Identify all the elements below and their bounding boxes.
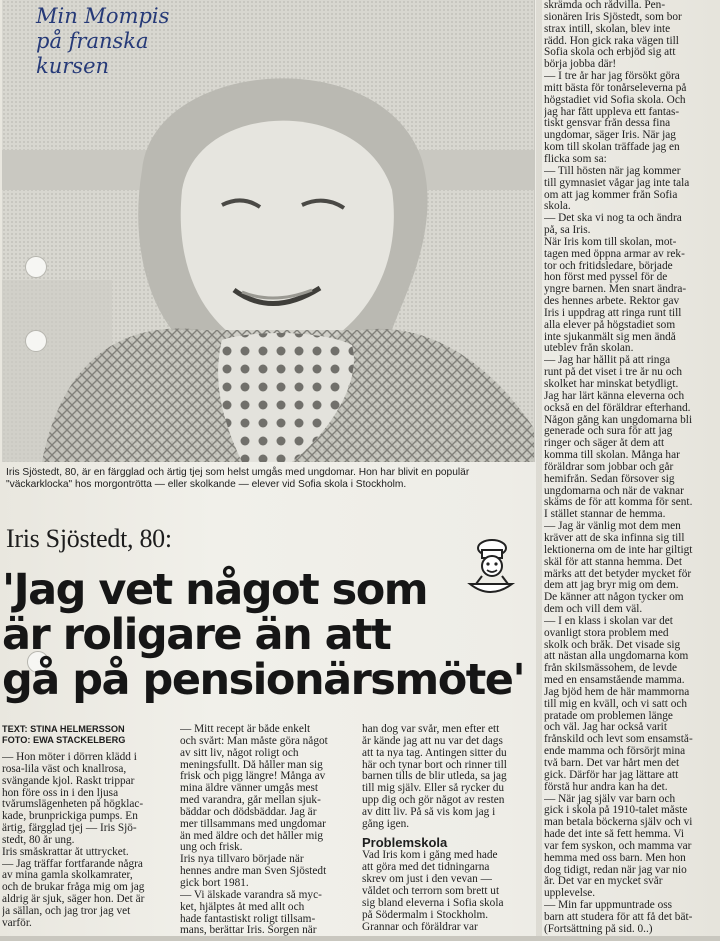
article-line: — Jag har hållit på att ringa: [544, 355, 671, 367]
article-line: generade och sura för att jag: [544, 426, 673, 438]
article-line: Vad Iris kom i gång med hade: [362, 850, 498, 862]
article-line: hade fantastiskt roligt tillsam-: [180, 913, 316, 925]
article-line: I stället stannar de hemma.: [544, 509, 666, 521]
article-line: skrämda och rådvilla. Pen-: [544, 0, 666, 11]
article-line: — I en klass i skolan var det: [544, 615, 673, 627]
article-line: hennes andre man Sven Sjöstedt: [180, 866, 327, 878]
article-line: Jag bjöd hem de här mammorna: [544, 686, 690, 698]
article-line: med en ensamstående mamma.: [544, 675, 685, 687]
article-line: tor och fritidsledare, började: [544, 260, 673, 272]
article-column-1: [2, 752, 174, 930]
article-line: ungdomarna och när de vaknar: [544, 485, 684, 497]
article-line: sionären Iris Sjöstedt, som bor: [544, 11, 682, 23]
kicker: Iris Sjöstedt, 80:: [6, 524, 172, 553]
headline: [2, 565, 525, 705]
article-line: ket, hjälptes åt med allt och: [180, 901, 305, 913]
article-line: gång igen.: [362, 818, 410, 830]
punch-hole: [25, 256, 47, 278]
article-line: två barn. Det var hårt men det: [544, 758, 680, 769]
article-line: aldrig är sjuk, säger hon. Det är: [2, 894, 145, 906]
article-line: ärtig, färgglad tjej — Iris Sjö-: [2, 823, 137, 835]
article-line: barn att studera för att få det bät-: [544, 911, 693, 923]
article-line: skola.: [544, 201, 571, 213]
article-line: upplevelse.: [544, 888, 596, 900]
article-line: att nästan alla ungdomarna kom: [544, 651, 689, 663]
article-line: — Till hösten när jag kommer: [544, 165, 681, 177]
headline-line: gå på pensionärsmöte': [2, 655, 525, 705]
article-line: år kände jag att nu var det dags: [362, 735, 503, 747]
article-line: skäms de för att komma för sent.: [544, 497, 693, 509]
article-line: med varandra, går mellan sjuk-: [180, 795, 321, 807]
article-line: Iris i uppdrag att ringa runt till: [544, 307, 682, 319]
article-line: hon först med pyssel för de: [544, 272, 668, 284]
article-line: till mig själv. Eller så rycker du: [362, 783, 505, 795]
article-line: ovanligt stora problem med: [544, 627, 669, 639]
article-line: ende mamma och försörjt mina: [544, 746, 686, 758]
article-line: på Södermalm i Stockholm.: [362, 909, 489, 921]
article-line: — Mitt recept är både enkelt: [180, 724, 311, 735]
article-line: föräldrar som jobbar och går: [544, 461, 674, 473]
article-line: mer tillsammans med ungdomar: [180, 818, 326, 830]
article-line: kom till skolan träffade jag en: [544, 142, 680, 154]
article-line: tagen med öppna armar av rek-: [544, 248, 685, 260]
article-line: skolket har minskat betydligt.: [544, 379, 679, 390]
article-line: också en del föräldrar efterhand.: [544, 402, 691, 414]
article-line: Grannar och föräldrar var: [362, 921, 478, 933]
article-line: än med äldre och det håller mig: [180, 830, 324, 842]
article-line: kräver att de ska infinna sig till: [544, 532, 685, 544]
article-line: — Det ska vi nog ta och ändra: [544, 213, 682, 225]
article-line: runt på det viset i tre år nu och: [544, 367, 683, 379]
article-line: år. Det var en mycket svår: [544, 876, 663, 888]
article-line: mitt bästa för tonårseleverna på: [544, 82, 687, 94]
article-line: hade det inte så fett hemma. Vi: [544, 829, 684, 841]
article-line: Iris nya tillvaro började när: [180, 854, 304, 866]
article-line: ung och frisk.: [180, 842, 243, 854]
article-line: våldet och terrorn som brett ut: [362, 885, 500, 897]
article-line: märks att det betyder mycket för: [544, 568, 692, 580]
byline-photo: FOTO: EWA STACKELBERG: [2, 735, 126, 745]
article-line: om att jag kommer från Sofia: [544, 189, 678, 201]
article-line: barnen tills de blir utleda, sa jag: [362, 771, 507, 783]
article-line: — När jag själv var barn och: [544, 793, 676, 805]
article-line: var fem syskon, och mamma var: [544, 840, 692, 852]
article-line: Någon gång kan ungdomarna bli: [544, 414, 693, 426]
article-line: sig bland eleverna i Sofia skola: [362, 897, 504, 909]
article-line: dog tidigt, redan när jag var nio: [544, 864, 687, 876]
article-line: tvårumslägenheten på högklac-: [2, 799, 144, 811]
article-line: bäddar och dödsbäddar. Jag är: [180, 806, 317, 818]
article-line: han dog var svår, men efter ett: [362, 724, 500, 735]
article-line: här och tynar bort och rinner till: [362, 759, 507, 771]
article-line: hemifrån. Sedan försover sig: [544, 473, 675, 485]
article-line: skrev om just i den vevan —: [362, 874, 492, 886]
byline: [2, 724, 125, 746]
article-line: ringer och säger åt dem att: [544, 438, 665, 450]
article-line: Iris småskrattar åt uttrycket.: [2, 846, 129, 858]
article-line: Sofia skola och erbjöd sig att: [544, 47, 676, 59]
article-line: tiskt gensvar från dessa fina: [544, 118, 671, 130]
article-line: hon före oss in i den ljusa: [2, 787, 119, 799]
article-line: flicka som sa:: [544, 153, 607, 165]
article-line: mina äldre vänner umgås mest: [180, 783, 319, 795]
article-line: från skilsmässohem, de levde: [544, 663, 678, 675]
article-line: gick. Därför har jag lättare att: [544, 769, 679, 781]
article-line: till gymnasiet vågar jag inte tala: [544, 177, 690, 189]
article-line: att göra med det tidningarna: [362, 862, 490, 874]
article-line: mans, berättar Iris. Sorgen när: [180, 925, 317, 937]
article-line: börja jobba där!: [544, 59, 617, 71]
handwritten-line: kursen: [36, 54, 110, 78]
article-line: på, sa Iris.: [544, 225, 591, 237]
photo-caption: [6, 467, 534, 491]
byline-text: TEXT: STINA HELMERSSON: [2, 724, 125, 734]
article-line: högstadiet vid Sofia skola. Och: [544, 94, 686, 106]
caption-line: Iris Sjöstedt, 80, är en färgglad och ärtig tjej som helst umgås med ungdomar. Hon har blivit en populär: [6, 467, 470, 478]
article-line: — Hon möter i dörren klädd i: [2, 752, 137, 763]
article-line: uteblev från skolan.: [544, 343, 634, 355]
article-line: — Jag träffar fortfarande några: [2, 858, 143, 870]
article-line: — I tre år har jag försökt göra: [544, 71, 680, 83]
article-line: svängande kjol. Raskt trippar: [2, 775, 135, 787]
article-line: varför.: [2, 917, 32, 929]
handwritten-line: på franska: [36, 29, 149, 53]
article-line: förstå hur andra kan ha det.: [544, 781, 668, 793]
article-column-2: [180, 724, 355, 937]
article-line: och svårt: Man måste göra något: [180, 735, 328, 747]
article-line: Jag har lärt känna eleverna och: [544, 390, 685, 402]
article-line: ungdomar, säger Iris. När jag: [544, 130, 676, 142]
article-line: alla elever på högstadiet som: [544, 319, 676, 331]
article-line: De känner att någon tycker om: [544, 592, 684, 604]
punch-hole: [25, 330, 47, 352]
article-line: När Iris kom till skolan, mot-: [544, 236, 677, 248]
article-line: — Jag är vänlig mot dem men: [544, 521, 681, 533]
article-line: till mig en kväll, och vi satt och: [544, 698, 688, 710]
article-line: gick bort 1981.: [180, 877, 249, 889]
article-line: man betala böckerna själv och vi: [544, 817, 693, 829]
article-line: ja sällan, och jag tror jag vet: [2, 905, 131, 917]
article-line: rosa-lila väst och knallrosa,: [2, 763, 127, 775]
article-line: frånskild och levt som ensamstå-: [544, 734, 693, 746]
article-line: och de brukar fråga mig om jag: [2, 882, 145, 894]
article-line: dem och vill dem väl.: [544, 604, 643, 616]
article-line: strax intill, skolan, blev inte: [544, 23, 671, 35]
article-line: komma till skolan. Många har: [544, 450, 680, 462]
article-line: — Vi älskade varandra så myc-: [180, 889, 322, 901]
article-line: hemma med oss barn. Men hon: [544, 852, 686, 864]
article-column-4: [544, 0, 720, 936]
article-line: upp dig och gör något av resten: [362, 795, 505, 807]
article-line: stedt, 80 år ung.: [2, 834, 75, 846]
article-line: rädd. Hon gick raka vägen till: [544, 35, 679, 47]
headline-line: 'Jag vet något som: [2, 565, 428, 615]
article-line: lektionerna om de inte har giltigt: [544, 544, 693, 556]
caption-line: "väckarklocka" hos morgontrötta — eller skolkande — elever vid Sofia skola i Stockholm.: [6, 479, 407, 490]
article-line: gick i skola på 1910-talet måste: [544, 805, 688, 817]
handwritten-line: Min Mompis: [36, 4, 170, 28]
article-line: jag har fått uppleva ett fantas-: [544, 106, 680, 118]
article-line: skäl för att stanna hemma. Det: [544, 556, 683, 568]
article-line: inte sjukanmält sig men ändå: [544, 331, 676, 343]
article-line: av ditt liv. På så vis kom jag i: [362, 806, 496, 818]
headline-line: är roligare än att: [2, 610, 391, 660]
article-line: och väl. Jag har också varit: [544, 722, 667, 734]
article-column-3: [362, 724, 537, 933]
article-line: des hennes arbete. Rektor gav: [544, 296, 680, 308]
article-line: pratade om problemen länge: [544, 710, 673, 722]
handwritten-note: [36, 4, 226, 79]
article-line: av mina gamla skolkamrater,: [2, 870, 133, 882]
article-line: yngre barnen. Men snart ändra-: [544, 284, 687, 296]
article-line: (Fortsättning på sid. 0..): [544, 923, 653, 935]
article-line: frisk och pigg längre! Många av: [180, 771, 326, 783]
article-line: att ta nya tag. Antingen sitter du: [362, 747, 507, 759]
portrait-photo: [2, 0, 535, 462]
article-line: dem att jag bryr mig om dem.: [544, 580, 679, 592]
article-line: — Min far uppmuntrade oss: [544, 900, 673, 912]
article-line: av sitt liv, något roligt och: [180, 747, 299, 759]
article-line: skolk och bråk. Det visade sig: [544, 639, 681, 651]
article-line: kade, brunprickiga pumps. En: [2, 811, 138, 823]
article-line: meningsfullt. Då håller man sig: [180, 759, 323, 771]
section-subhead: Problemskola: [362, 836, 448, 849]
